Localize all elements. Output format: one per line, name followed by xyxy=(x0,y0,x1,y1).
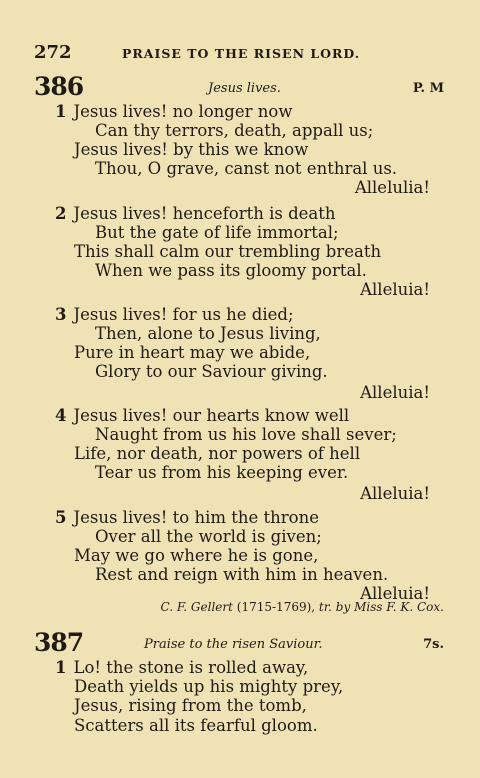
verse-line: Rest and reign with him in heaven. xyxy=(95,565,389,584)
verse-line: May we go where he is gone, xyxy=(74,546,319,565)
verse-line: Over all the world is given; xyxy=(95,527,322,546)
stanza-number: 5 xyxy=(55,508,67,527)
refrain: Alleluia! xyxy=(360,280,430,299)
refrain: Alleluia! xyxy=(360,484,430,503)
verse-line: When we pass its gloomy portal. xyxy=(95,261,367,280)
running-head: PRAISE TO THE RISEN LORD. xyxy=(122,46,361,61)
stanza-number: 4 xyxy=(55,406,67,425)
verse-text: Jesus lives! for us he died; xyxy=(73,305,294,324)
verse-text: Jesus lives! henceforth is death xyxy=(73,204,336,223)
verse-line xyxy=(55,204,336,224)
hymn-386-heading xyxy=(34,72,446,102)
translator: tr. by Miss F. K. Cox. xyxy=(318,600,444,614)
verse-line: Tear us from his keeping ever. xyxy=(95,463,349,482)
author-dates: (1715-1769), xyxy=(236,600,316,614)
author: C. F. Gellert xyxy=(160,600,233,614)
hymn-number: 386 xyxy=(34,72,84,101)
refrain: Alleluia! xyxy=(360,584,430,603)
stanza-number: 1 xyxy=(55,102,67,121)
hymn-number: 387 xyxy=(34,628,84,657)
verse-line: Pure in heart may we abide, xyxy=(74,343,311,362)
verse-line xyxy=(55,658,308,678)
verse-line xyxy=(55,305,294,325)
hymn-387-heading xyxy=(34,628,446,658)
hymn-title: Praise to the risen Saviour. xyxy=(144,637,323,652)
verse-text: Jesus lives! no longer now xyxy=(73,102,293,121)
hymn-meter: P. M xyxy=(412,81,444,96)
verse-line xyxy=(55,508,319,528)
verse-line: Death yields up his mighty prey, xyxy=(74,677,344,696)
verse-line xyxy=(55,406,349,426)
verse-text: Jesus lives! our hearts know well xyxy=(73,406,350,425)
verse-line: Life, nor death, nor powers of hell xyxy=(74,444,361,463)
verse-line: Then, alone to Jesus living, xyxy=(95,324,321,343)
stanza-number: 2 xyxy=(55,204,67,223)
page-header xyxy=(34,42,444,66)
refrain: Alleluia! xyxy=(360,383,430,402)
verse-line: This shall calm our trembling breath xyxy=(74,242,382,261)
verse-text: Lo! the stone is rolled away, xyxy=(73,658,309,677)
verse-line: Scatters all its fearful gloom. xyxy=(74,716,318,735)
stanza-number: 3 xyxy=(55,305,67,324)
hymn-title: Jesus lives. xyxy=(208,81,281,96)
verse-line: Jesus lives! by this we know xyxy=(74,140,309,159)
hymn-attribution xyxy=(160,600,444,614)
hymn-meter: 7s. xyxy=(423,637,444,652)
page-number: 272 xyxy=(34,42,72,63)
verse-line: But the gate of life immortal; xyxy=(95,223,339,242)
refrain: Allelulia! xyxy=(354,178,430,197)
verse-line: Jesus, rising from the tomb, xyxy=(74,696,307,715)
stanza-number: 1 xyxy=(55,658,67,677)
verse-line: Thou, O grave, canst not enthral us. xyxy=(95,159,398,178)
verse-line: Glory to our Saviour giving. xyxy=(95,362,328,381)
verse-line: Naught from us his love shall sever; xyxy=(95,425,397,444)
verse-line xyxy=(55,102,292,122)
verse-text: Jesus lives! to him the throne xyxy=(73,508,319,527)
verse-line: Can thy terrors, death, appall us; xyxy=(95,121,374,140)
